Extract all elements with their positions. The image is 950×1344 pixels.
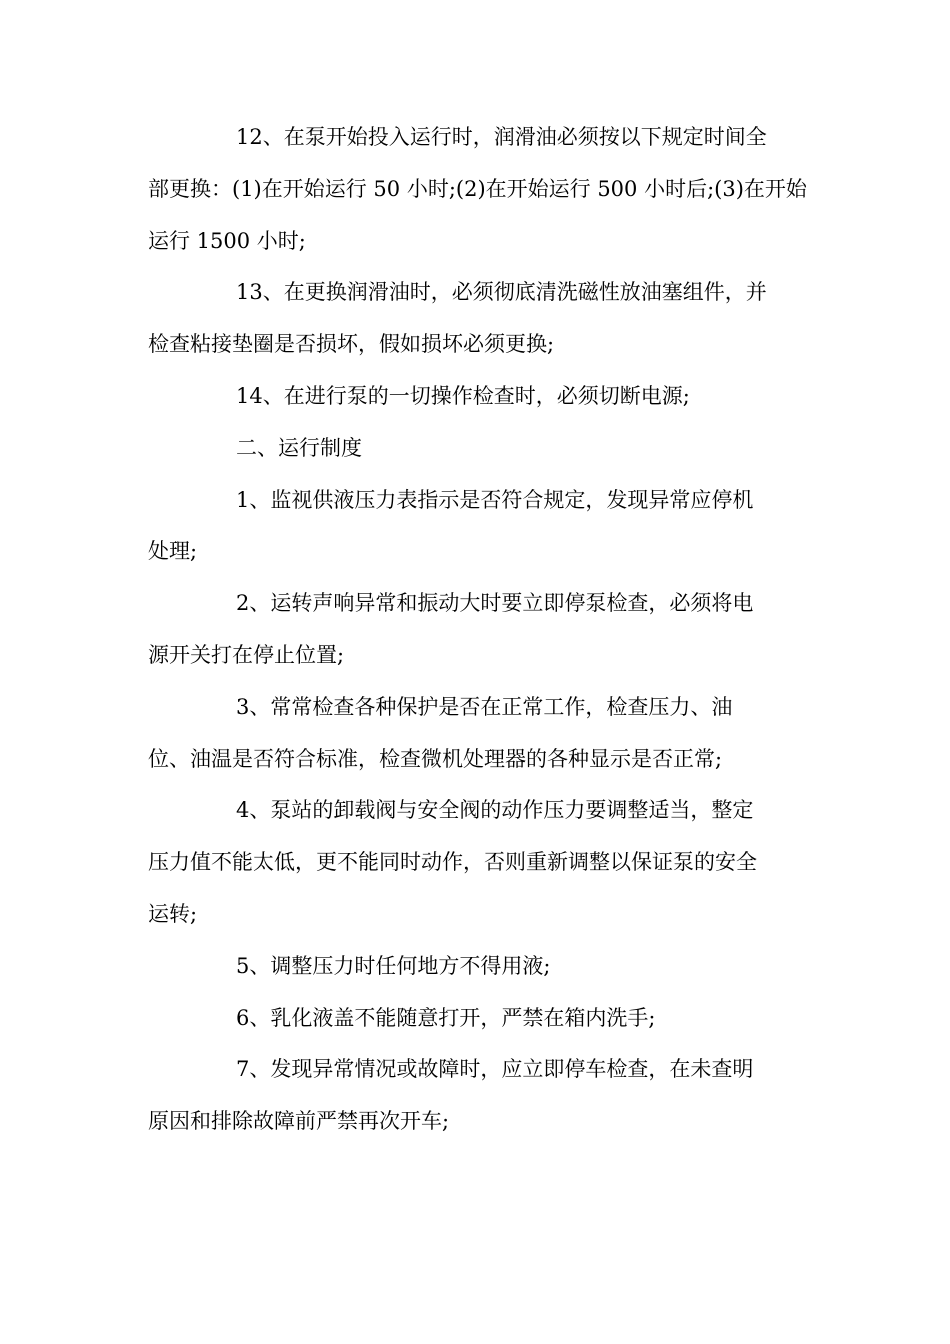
paragraph-6: [148, 993, 808, 1045]
text-line: 1、监视供液压力表指示是否符合规定，发现异常应停机: [236, 487, 754, 512]
text-line: 5、调整压力时任何地方不得用液;: [236, 953, 551, 978]
text-line: 7、发现异常情况或故障时，应立即停车检查，在未查明: [236, 1057, 754, 1082]
paragraph-4: [148, 785, 808, 940]
text-line: 2、运转声响异常和振动大时要立即停泵检查，必须将电: [236, 591, 754, 616]
text-line: 压力值不能太低，更不能同时动作，否则重新调整以保证泵的安全: [148, 850, 757, 875]
text-line: 3、常常检查各种保护是否在正常工作，检查压力、油: [236, 694, 733, 719]
text-line: 处理;: [148, 539, 198, 564]
section-title: 二、运行制度: [236, 435, 362, 460]
text-line: 位、油温是否符合标准，检查微机处理器的各种显示是否正常;: [148, 746, 723, 771]
text-line: 源开关打在停止位置;: [148, 642, 345, 667]
paragraph-2: [148, 578, 808, 682]
text-line: 13、在更换润滑油时，必须彻底清洗磁性放油塞组件，并: [236, 280, 767, 305]
section-heading: [148, 423, 808, 475]
text-line: 部更换：(1)在开始运行 50 小时;(2)在开始运行 500 小时后;(3)在开始: [148, 176, 807, 201]
text-line: 14、在进行泵的一切操作检查时，必须切断电源;: [236, 383, 690, 408]
paragraph-12: [148, 112, 808, 267]
paragraph-7: [148, 1044, 808, 1148]
text-line: 运转;: [148, 901, 198, 926]
text-line: 运行 1500 小时;: [148, 228, 306, 253]
text-line: 原因和排除故障前严禁再次开车;: [148, 1109, 450, 1134]
document-body: [148, 112, 808, 1148]
paragraph-1: [148, 475, 808, 579]
paragraph-5: [148, 941, 808, 993]
text-line: 12、在泵开始投入运行时，润滑油必须按以下规定时间全: [236, 125, 767, 149]
text-line: 检查粘接垫圈是否损坏，假如损坏必须更换;: [148, 332, 555, 357]
text-line: 6、乳化液盖不能随意打开，严禁在箱内洗手;: [236, 1005, 656, 1030]
text-line: 4、泵站的卸载阀与安全阀的动作压力要调整适当，整定: [236, 798, 754, 823]
paragraph-13: [148, 267, 808, 371]
paragraph-3: [148, 682, 808, 786]
paragraph-14: [148, 371, 808, 423]
